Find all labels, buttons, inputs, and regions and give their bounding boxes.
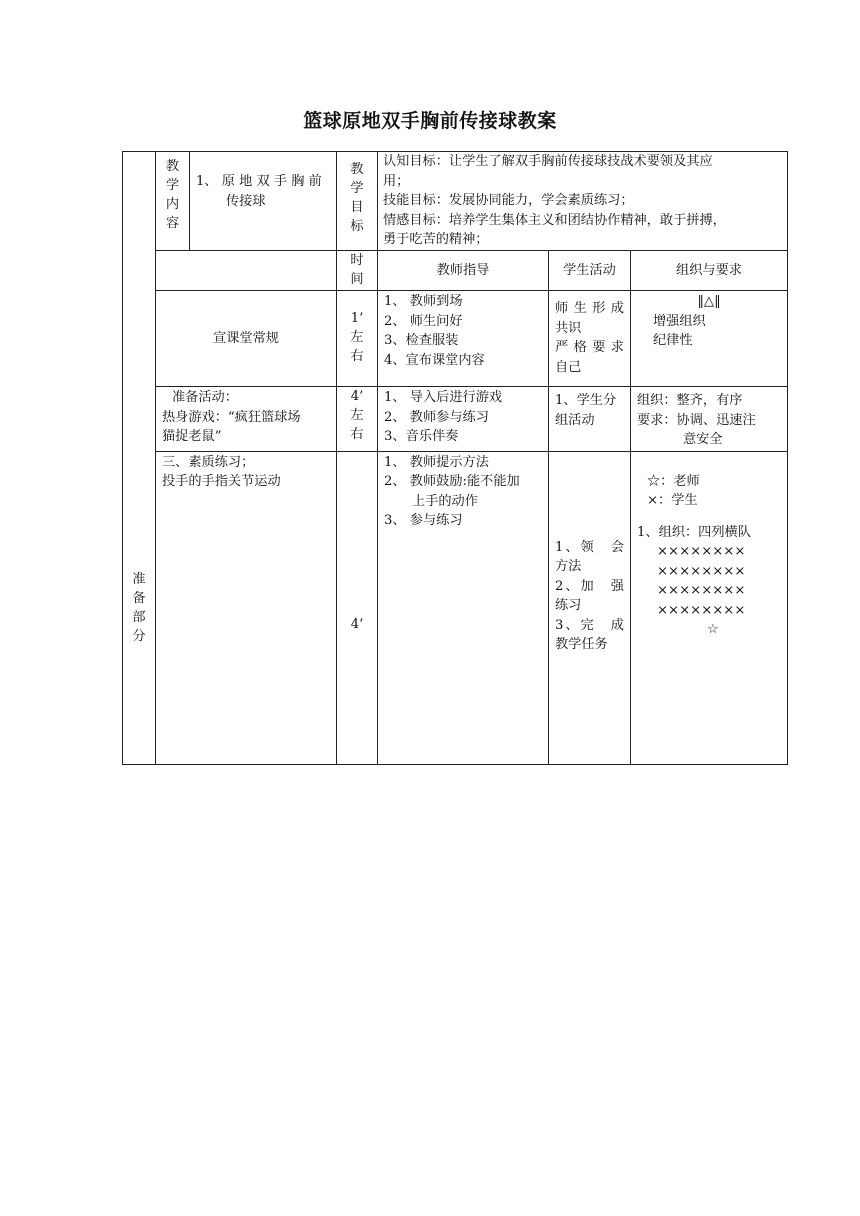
table-row [123,451,788,764]
goal-line: 用； [383,173,410,189]
activity-name [156,387,337,452]
student-activity-cell [549,451,631,764]
teacher-position-icon: ☆ [707,622,719,637]
time-char: 4’ [350,389,364,404]
section-label-char: 准 [132,571,146,587]
time-char: 右 [350,349,364,364]
list-item: 组织：整齐，有序 [637,393,743,408]
time-char: 1’ [350,311,364,326]
list-item: 上手的动作 [412,493,478,509]
list-item: 自己 [555,359,582,375]
org-requirement-cell [631,451,788,764]
list-item: 严格要求 [555,340,624,355]
header-time-char: 时 [350,253,364,268]
header-time-cell [337,251,378,291]
list-item: 要求：协调、迅速注 [637,412,756,428]
list-item: 2、 教师鼓励:能不能加 [384,474,520,489]
activity-name-line: 热身游戏：“疯狂篮球场 [162,409,301,425]
content-label-char: 教 [165,159,180,174]
list-item: 1、 教师到场 [384,294,463,309]
list-item: 2、加 强 [555,578,624,594]
list-item: 3、完 成 [555,617,624,633]
activity-name-line: 投手的手指关节运动 [162,474,281,489]
formation-grid [637,542,781,620]
goal-label-char: 教 [350,162,364,177]
activity-name-line: 猫捉老鼠” [162,429,222,444]
time-char: 右 [350,427,364,442]
time-char: 左 [350,408,364,423]
goal-label-char: 目 [350,200,364,215]
time-char: 左 [350,330,364,345]
section-label-char: 备 [132,590,146,606]
content-text-cell [190,152,337,251]
list-item: 方法 [555,559,582,574]
content-label-cell [156,152,190,251]
org-requirement-cell [631,291,788,387]
header-org: 组织与要求 [631,251,788,291]
goals-cell [378,152,788,251]
goal-label-cell [337,152,378,251]
section-label-char: 部 [132,609,146,625]
teacher-guidance-cell [378,387,549,452]
header-time-char: 间 [350,272,364,287]
formation-symbol: ‖△‖ [697,294,721,309]
goal-line: 勇于吃苦的精神； [383,232,489,247]
list-item: 共识 [555,320,582,336]
content-label-char: 容 [165,216,180,231]
lesson-plan-table [122,151,788,765]
formation-row: ×××××××× [657,563,746,579]
goal-line: 情感目标：培养学生集体主义和团结协作精神，敢于拼搏， [383,212,726,228]
list-item: 教学任务 [555,637,608,652]
time-cell [337,291,378,387]
content-label-char: 内 [165,197,180,212]
header-student: 学生活动 [549,251,631,291]
list-item: 1、 教师提示方法 [384,454,489,470]
goal-label-char: 标 [350,219,364,234]
content-goals-row [123,152,788,251]
activity-name: 宣课堂常规 [156,291,337,387]
list-item: 增强组织 [653,313,706,329]
list-item: 1、 导入后进行游戏 [384,390,503,405]
column-header-row [123,251,788,291]
list-item: 4、宣布课堂内容 [384,352,485,368]
formation-row: ×××××××× [657,544,746,559]
list-item: 练习 [555,598,582,613]
content-text: 1、 原 地 双 手 胸 前 [196,174,322,189]
list-item: 2、 教师参与练习 [384,409,489,425]
list-item: 2、 师生问好 [384,313,463,329]
content-label-char: 学 [165,178,180,193]
goal-label-char: 学 [350,181,364,196]
list-item: 3、检查服装 [384,333,459,348]
list-item: 3、音乐伴奏 [384,429,459,444]
time-cell [337,387,378,452]
student-activity-cell [549,291,631,387]
time-value: 4’ [350,616,364,632]
page-title: 篮球原地双手胸前传接球教案 [303,110,557,132]
activity-name-line: 准备活动： [172,390,238,405]
header-teacher: 教师指导 [378,251,549,291]
activity-name-line: 三、素质练习； [162,454,255,470]
teacher-guidance-cell [378,451,549,764]
list-item: 1、学生分 [555,393,617,408]
list-item: 1、领 会 [555,539,624,555]
time-cell [337,451,378,764]
formation-label: 1、组织：四列横队 [637,524,751,540]
section-label-cell [123,152,156,765]
section-label-char: 分 [132,628,146,644]
teacher-guidance-cell [378,291,549,387]
goal-line: 认知目标：让学生了解双手胸前传接球技战术要领及其应 [383,154,713,169]
list-item: 纪律性 [653,333,693,348]
activity-name [156,451,337,764]
header-blank-cell [156,251,337,291]
goal-line: 技能目标：发展协同能力，学会素质练习； [383,193,634,208]
legend-student: ×：学生 [647,493,698,508]
legend-teacher: ☆：老师 [647,473,700,489]
table-row [123,387,788,452]
org-requirement-cell [631,387,788,452]
list-item: 组活动 [555,412,595,428]
list-item: 意安全 [683,432,723,447]
formation-row: ×××××××× [657,583,746,598]
list-item: 3、 参与练习 [384,513,463,528]
list-item: 师生形成 [555,301,624,316]
formation-row: ×××××××× [657,602,746,618]
table-row [123,291,788,387]
content-text: 传接球 [226,193,266,209]
student-activity-cell [549,387,631,452]
